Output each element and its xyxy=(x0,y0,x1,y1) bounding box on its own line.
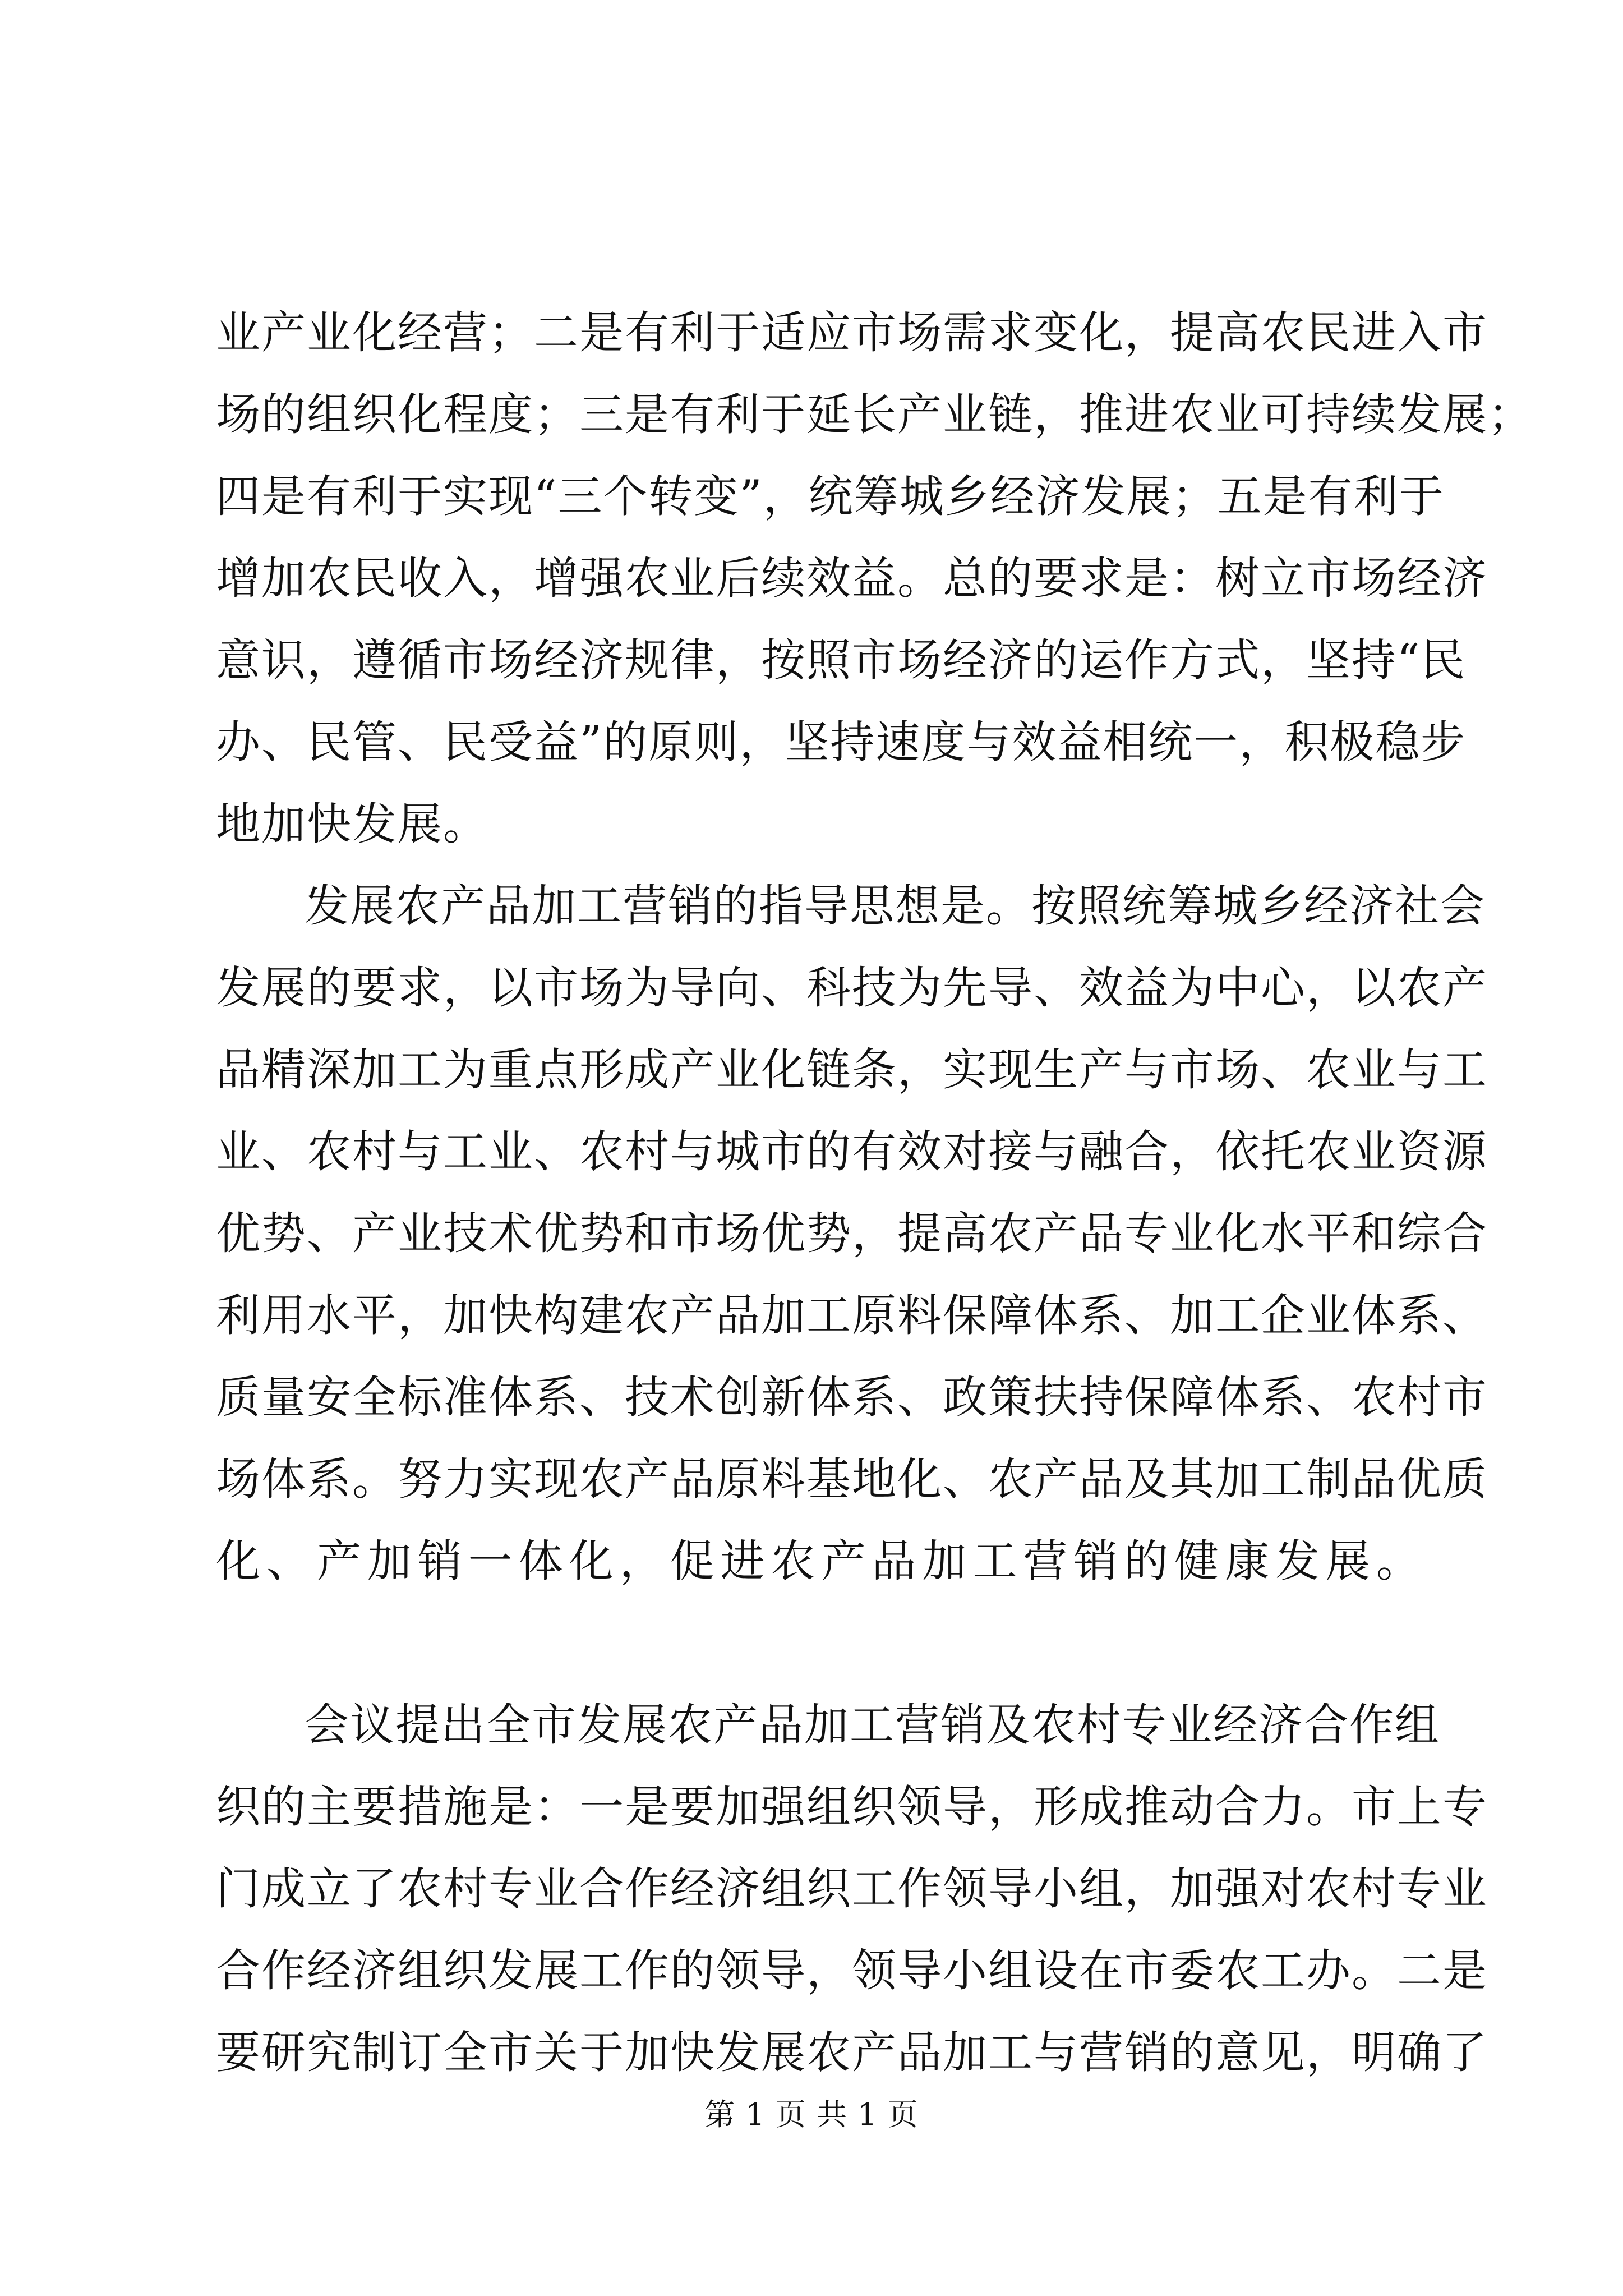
text-line: 增加农民收入，增强农业后续效益。总的要求是：树立市场经济 xyxy=(216,553,1488,604)
paragraph-1 xyxy=(216,292,1533,865)
text-line: 发展的要求，以市场为导向、科技为先导、效益为中心，以农产 xyxy=(216,962,1488,1014)
text-line: 场体系。努力实现农产品原料基地化、农产品及其加工制品优质 xyxy=(216,1453,1488,1505)
page-footer xyxy=(0,2095,1623,2134)
text-line: 业、农村与工业、农村与城市的有效对接与融合，依托农业资源 xyxy=(216,1126,1488,1177)
text-line: 场的组织化程度；三是有利于延长产业链，推进农业可持续发展； xyxy=(216,389,1533,440)
paragraph-2 xyxy=(216,865,1488,1684)
text-line-first: 会议提出全市发展农产品加工营销及农村专业经济合作组 xyxy=(305,1699,1440,1751)
text-line-last: 地加快发展。 xyxy=(216,798,488,850)
text-line: 质量安全标准体系、技术创新体系、政策扶持保障体系、农村市 xyxy=(216,1372,1488,1423)
text-line: 织的主要措施是：一是要加强组织领导，形成推动合力。市上专 xyxy=(216,1781,1488,1833)
text-line: 要研究制订全市关于加快发展农产品加工与营销的意见，明确了 xyxy=(216,2027,1488,2078)
text-line-first: 发展农产品加工营销的指导思想是。按照统筹城乡经济社会 xyxy=(305,880,1486,932)
text-line: 业产业化经营；二是有利于适应市场需求变化，提高农民进入市 xyxy=(216,307,1488,358)
document-body xyxy=(216,292,1533,2093)
text-line: 办、民管、民受益”的原则，坚持速度与效益相统一，积极稳步 xyxy=(216,716,1467,768)
text-line: 合作经济组织发展工作的领导，领导小组设在市委农工办。二是 xyxy=(216,1945,1488,1996)
text-line-last xyxy=(216,1602,1422,1684)
text-line: 优势、产业技术优势和市场优势，提高农产品专业化水平和综合 xyxy=(216,1208,1488,1259)
text-line: 意识，遵循市场经济规律，按照市场经济的运作方式，坚持“民 xyxy=(216,634,1467,686)
text-line: 门成立了农村专业合作经济组织工作领导小组，加强对农村专业 xyxy=(216,1863,1488,1915)
text-line: 利用水平，加快构建农产品加工原料保障体系、加工企业体系、 xyxy=(216,1290,1488,1341)
text-line: 品精深加工为重点形成产业化链条，实现生产与市场、农业与工 xyxy=(216,1044,1488,1096)
text-line: 四是有利于实现“三个转变”，统筹城乡经济发展；五是有利于 xyxy=(216,471,1445,522)
paragraph-3 xyxy=(216,1684,1488,2093)
text-line: 化、产加销一体化，促进农产品加工营销的健康发展。 xyxy=(216,1535,1422,1587)
page-number-label: 第 1 页 共 1 页 xyxy=(704,2097,919,2132)
